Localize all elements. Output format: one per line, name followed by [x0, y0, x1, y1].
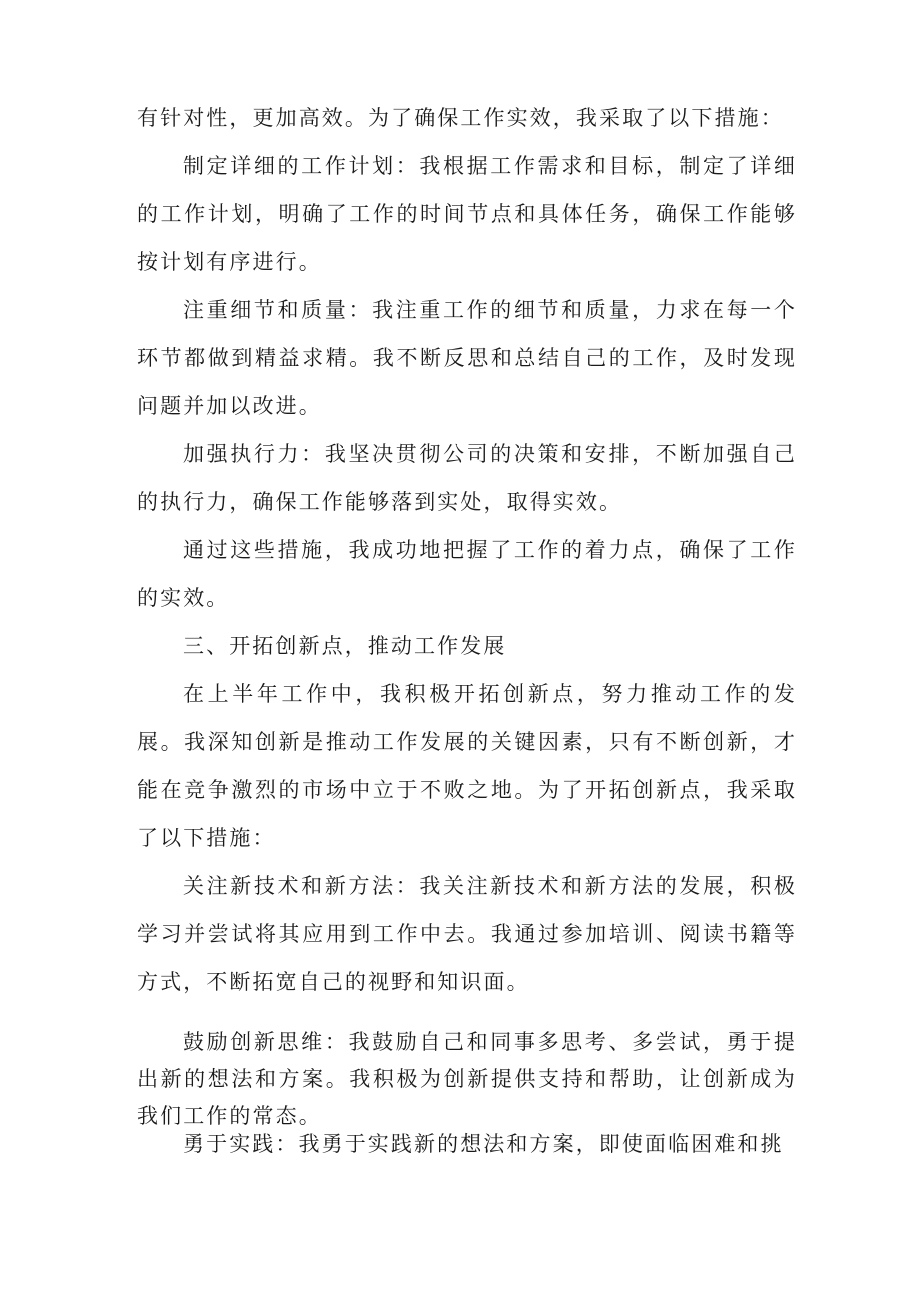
paragraph-detailed-plan: 制定详细的工作计划：我根据工作需求和目标，制定了详细的工作计划，明确了工作的时间节点和具体任务，确保工作能够按计划有序进行。 — [137, 154, 797, 274]
paragraph-continuation: 有针对性，更加高效。为了确保工作实效，我采取了以下措施： — [137, 106, 784, 130]
paragraph-new-tech: 关注新技术和新方法：我关注新技术和新方法的发展，积极学习并尝试将其应用到工作中去。我通过参加培训、阅读书籍等方式，不断拓宽自己的视野和知识面。 — [137, 874, 797, 994]
paragraph-execution: 加强执行力：我坚决贯彻公司的决策和安排，不断加强自己的执行力，确保工作能够落到实处，取得实效。 — [137, 442, 797, 514]
paragraph-innovation-intro: 在上半年工作中，我积极开拓创新点，努力推动工作的发展。我深知创新是推动工作发展的关键因素，只有不断创新，才能在竞争激烈的市场中立于不败之地。为了开拓创新点，我采取了以下措施： — [137, 682, 797, 850]
paragraph-innovative-thinking: 鼓励创新思维：我鼓励自己和同事多思考、多尝试，勇于提出新的想法和方案。我积极为创新提供支持和帮助，让创新成为我们工作的常态。 — [137, 1030, 797, 1128]
section-heading-innovation: 三、开拓创新点，推动工作发展 — [183, 634, 507, 658]
paragraph-measures-summary: 通过这些措施，我成功地把握了工作的着力点，确保了工作的实效。 — [137, 538, 797, 610]
paragraph-detail-quality: 注重细节和质量：我注重工作的细节和质量，力求在每一个环节都做到精益求精。我不断反思和总结自己的工作，及时发现问题并加以改进。 — [137, 298, 797, 418]
paragraph-practice: 勇于实践：我勇于实践新的想法和方案，即使面临困难和挑 — [183, 1132, 784, 1156]
